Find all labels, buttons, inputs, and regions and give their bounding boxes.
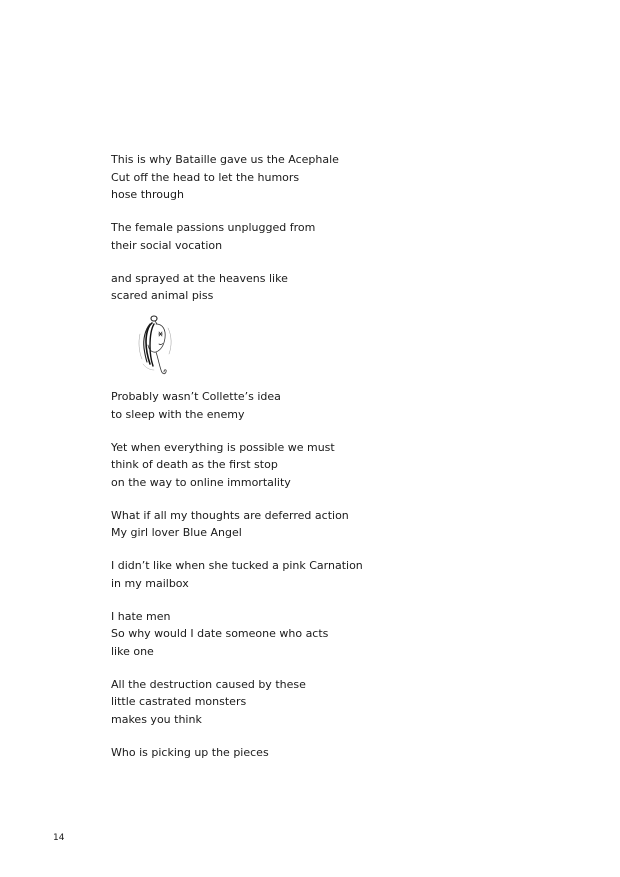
poem-line: think of death as the first stop [111,458,278,471]
poem-line: This is why Bataille gave us the Acephale [111,153,339,166]
poem-line: So why would I date someone who acts [111,627,329,640]
poem-line: their social vocation [111,238,223,252]
poem-line: The female passions unplugged from [111,221,316,234]
poem-line: like one [111,644,154,658]
poem-line: I hate men [111,609,171,623]
stanza [111,507,531,542]
poem-line: Cut off the head to let the humors [111,170,300,184]
poem-line: Probably wasn’t Collette’s idea [111,390,281,403]
stanza [111,270,531,305]
stanza [111,219,531,254]
poem-line: All the destruction caused by these [111,677,306,691]
poem-line: scared animal piss [111,289,214,302]
poem-line: makes you think [111,712,202,726]
poem-line: What if all my thoughts are deferred action [111,508,349,522]
stanza [111,557,531,592]
stanza [111,439,531,492]
poem-line: and sprayed at the heavens like [111,271,288,285]
stanza [111,744,531,762]
stanza [111,151,531,204]
sketch-figure-icon [128,312,180,380]
poem-line: I didn’t like when she tucked a pink Carnation [111,559,363,572]
stanza [111,388,531,423]
poem-line: hose through [111,188,184,201]
poem-line: on the way to online immortality [111,475,291,489]
poem-line: Who is picking up the pieces [111,745,269,759]
poem-line: Yet when everything is possible we must [111,440,335,454]
stanza [111,608,531,661]
poem-line: little castrated monsters [111,695,247,708]
poem-line: in my mailbox [111,576,189,590]
poem [111,151,531,777]
poem-line: My girl lover Blue Angel [111,526,242,539]
poem-line: to sleep with the enemy [111,407,245,421]
page-number: 14 [53,833,65,843]
stanza [111,676,531,729]
